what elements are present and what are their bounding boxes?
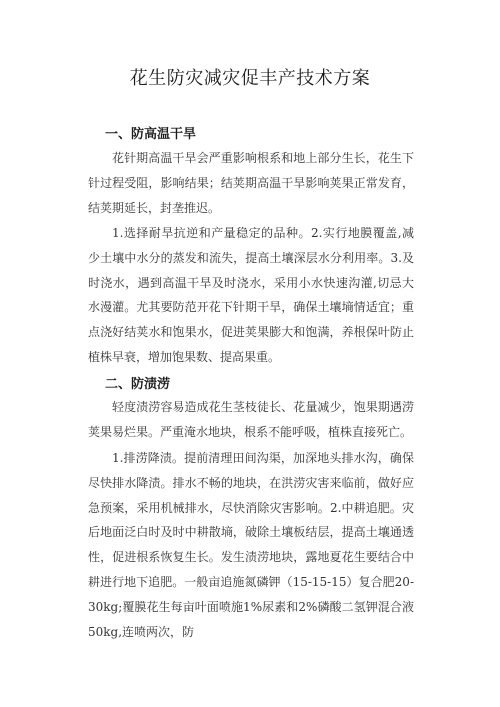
paragraph-drought-impact: 花针期高温干旱会严重影响根系和地上部分生长，花生下针过程受阻，影响结果；结荚期高温干旱影响荚果正常发育，结荚期延长，封垄推迟。 <box>88 151 414 215</box>
section-heading-waterlogging: 二、防渍涝 <box>105 377 171 392</box>
paragraph-waterlogging-measures: 1.排涝降渍。提前清理田间沟渠，加深地头排水沟，确保尽快排水降渍。排水不畅的地块，在洪涝灾害来临前，做好应急预案，采用机械排水，尽快消除灾害影响。2.中耕追肥。灾后地面泛白时及时中耕散墒，破除土壤板结层，提高土壤通透性，促进根系恢复生长。发生渍涝地块，露地夏花生要结合中耕进行地下追肥。一般亩追施氮磷钾（15-15-15）复合肥20-30kg;覆膜花生每亩叶面喷施1%尿素和2%磷酸二氢钾混合液50kg,连喷两次，防 <box>88 451 414 639</box>
paragraph-drought-measures: 1.选择耐旱抗逆和产量稳定的品种。2.实行地膜覆盖,减少土壤中水分的蒸发和流失，提高土壤深层水分利用率。3.及时浇水，遇到高温干旱及时浇水，采用小水快速沟灌,切忌大水漫灌。尤其要防范开花下针期干旱，确保土壤墒情适宜；重点浇好结荚水和饱果水，促进荚果膨大和饱满，养根保叶防止植株早衰，增加饱果数、提高果重。 <box>88 226 414 364</box>
section-heading-drought: 一、防高温干旱 <box>105 127 197 142</box>
paragraph-waterlogging-impact: 轻度渍涝容易造成花生茎枝徒长、花量减少，饱果期遇涝荚果易烂果。严重淹水地块，根系不能呼吸，植株直接死亡。 <box>88 400 414 439</box>
document-title: 花生防灾减灾促丰产技术方案 <box>129 68 371 89</box>
